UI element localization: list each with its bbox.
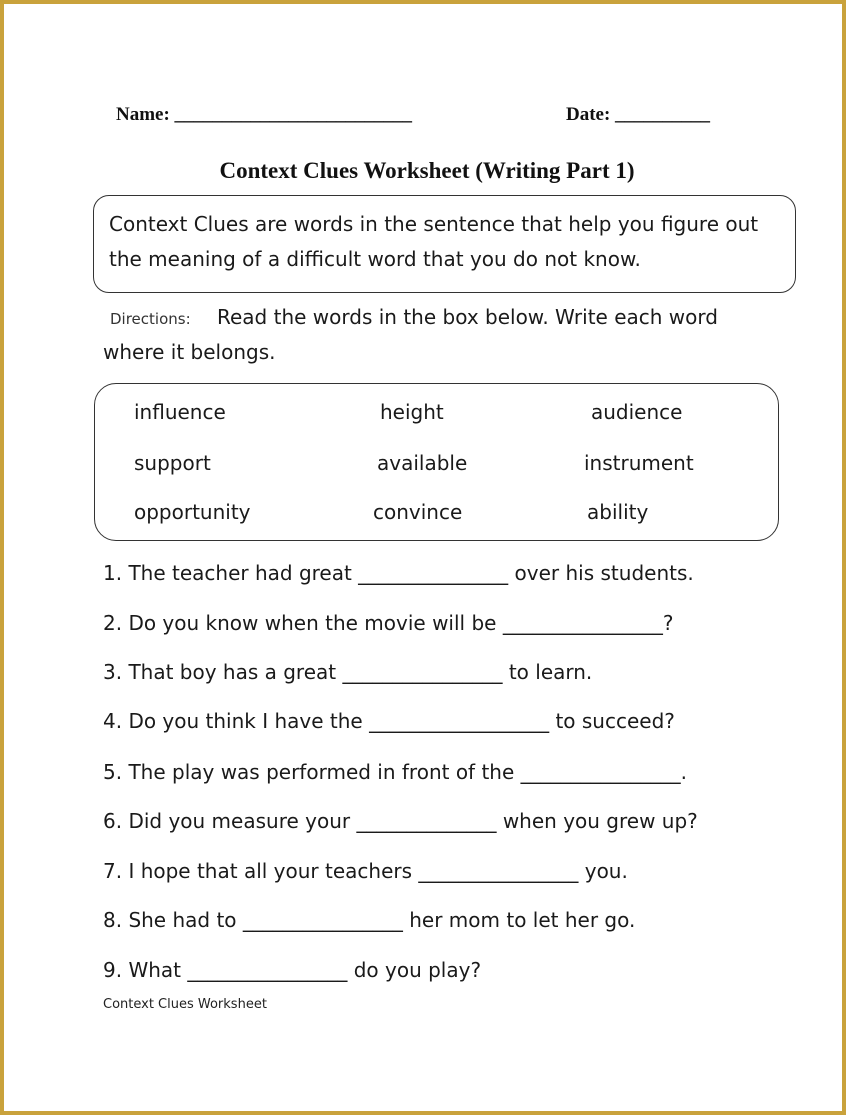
question-2: 2. Do you know when the movie will be ________________? <box>103 611 674 635</box>
word-bank-item: opportunity <box>134 500 251 524</box>
word-bank-box <box>94 383 779 541</box>
definition-box <box>93 195 796 293</box>
word-bank-item: influence <box>134 400 226 424</box>
word-bank-item: ability <box>587 500 649 524</box>
word-bank-item: available <box>377 451 468 475</box>
question-9: 9. What ________________ do you play? <box>103 958 482 982</box>
directions-label: Directions: <box>110 310 191 328</box>
word-bank-item: audience <box>591 400 683 424</box>
name-field-label: Name: _________________________ <box>116 104 413 125</box>
question-4: 4. Do you think I have the __________________ to succeed? <box>103 709 675 733</box>
question-8: 8. She had to ________________ her mom to let her go. <box>103 908 636 932</box>
question-1: 1. The teacher had great _______________ over his students. <box>103 561 694 585</box>
word-bank-item: height <box>380 400 444 424</box>
worksheet-title: Context Clues Worksheet (Writing Part 1) <box>219 158 635 183</box>
question-6: 6. Did you measure your ______________ when you grew up? <box>103 809 698 833</box>
directions-text-line-1: Read the words in the box below. Write each word <box>217 305 718 329</box>
directions-text-line-2: where it belongs. <box>103 340 276 364</box>
word-bank-item: instrument <box>584 451 694 475</box>
footer-text: Context Clues Worksheet <box>103 997 267 1012</box>
word-bank-item: support <box>134 451 211 475</box>
question-5: 5. The play was performed in front of the ________________. <box>103 760 687 784</box>
question-3: 3. That boy has a great ________________ to learn. <box>103 660 593 684</box>
date-field-label: Date: __________ <box>566 104 711 125</box>
definition-text: Context Clues are words in the sentence that help you figure out the meaning of a difficult word that you do not know. <box>109 212 759 271</box>
word-bank-item: convince <box>373 500 463 524</box>
question-7: 7. I hope that all your teachers ________________ you. <box>103 859 628 883</box>
